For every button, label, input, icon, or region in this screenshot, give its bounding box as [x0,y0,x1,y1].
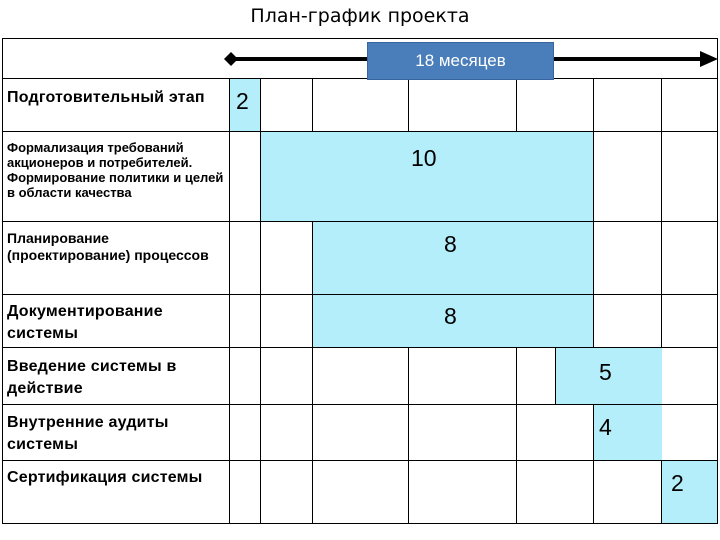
task-duration-6: 4 [599,414,612,440]
arrow-right-icon [700,51,718,67]
task-label-2: Формализация требований акционеров и потребителей. Формирование политики и целей в области качества [7,140,224,200]
page-title: План-график проекта [250,5,470,27]
duration-banner: 18 месяцев [367,42,554,80]
task-label-4: Документирование системы [7,303,163,342]
task-label-6: Внутренние аудиты системы [7,414,169,453]
diamond-marker-icon [224,52,238,66]
task-duration-1: 2 [236,88,249,114]
task-duration-5: 5 [599,359,612,385]
task-label-1: Подготовительный этап [7,89,205,106]
task-label-3: Планирование (проектирование) процессов [7,230,209,263]
task-label-7: Сертификация системы [7,469,203,486]
task-duration-4: 8 [444,303,457,329]
task-label-5: Введение системы в действие [7,358,177,397]
task-duration-2: 10 [411,145,437,171]
task-duration-7: 2 [671,470,684,496]
task-duration-3: 8 [444,231,457,257]
